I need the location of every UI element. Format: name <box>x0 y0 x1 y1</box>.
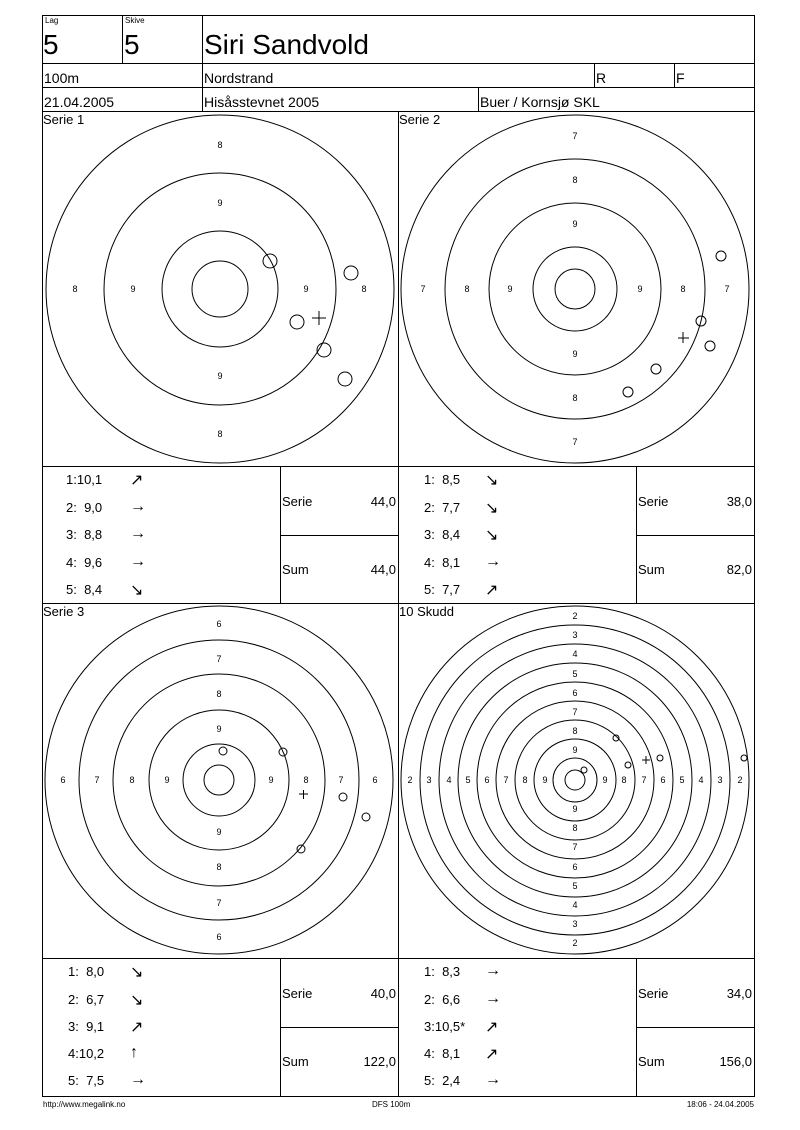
shot-direction-icon: ↘ <box>485 472 499 489</box>
ring-label: 8 <box>572 393 578 403</box>
ring-label: 7 <box>338 775 344 785</box>
target-ring <box>533 247 617 331</box>
shot-direction-icon: ↘ <box>130 992 144 1009</box>
ring-label: 8 <box>216 862 222 872</box>
shot-direction-icon: → <box>130 1071 146 1088</box>
shot-row: 4:10,2 <box>68 1046 105 1061</box>
shot-hole <box>338 372 352 386</box>
ring-label: 9 <box>303 284 309 294</box>
ring-label: 9 <box>542 775 548 785</box>
ring-label: 8 <box>303 775 309 785</box>
venue: Buer / Kornsjø SKL <box>480 94 600 110</box>
ring-label: 4 <box>698 775 704 785</box>
footer-link[interactable]: http://www.megalink.no <box>43 1100 126 1109</box>
shot-direction-icon: ↘ <box>130 964 144 981</box>
ring-label: 9 <box>572 745 578 755</box>
shot-row: 3: 8,8 <box>66 527 103 542</box>
shot-row: 1: 8,5 <box>424 472 461 487</box>
shot-direction-icon: ↗ <box>485 1019 499 1036</box>
shot-hole <box>362 813 370 821</box>
group-center-mark <box>299 790 308 799</box>
ring-label: 9 <box>572 349 578 359</box>
ring-label: 9 <box>217 198 223 208</box>
shot-direction-icon: ↗ <box>130 1019 144 1036</box>
ring-label: 7 <box>216 654 222 664</box>
sum-label: Sum <box>638 562 665 577</box>
ring-label: 9 <box>637 284 643 294</box>
ring-label: 9 <box>216 724 222 734</box>
target-serie-1 <box>43 112 398 466</box>
serie-label: Serie <box>282 986 313 1001</box>
shot-direction-icon: ↗ <box>485 1046 499 1063</box>
target-ring <box>183 744 255 816</box>
ring-label: 6 <box>572 688 578 698</box>
shot-hole <box>657 755 663 761</box>
ring-label: 4 <box>446 775 452 785</box>
shot-row: 1:10,1 <box>66 472 103 487</box>
ring-label: 8 <box>572 823 578 833</box>
target-serie-2 <box>399 112 754 466</box>
ring-label: 5 <box>572 669 578 679</box>
shot-row: 2: 6,6 <box>424 992 461 1007</box>
target-ring <box>515 720 635 840</box>
ring-label: 3 <box>572 630 578 640</box>
ring-label: 7 <box>94 775 100 785</box>
ring-label: 9 <box>217 371 223 381</box>
ring-label: 6 <box>60 775 66 785</box>
footer-center: DFS 100m <box>372 1100 411 1109</box>
shot-row: 4: 8,1 <box>424 1046 461 1061</box>
group-center-mark <box>678 332 689 343</box>
shot-row: 2: 7,7 <box>424 500 461 515</box>
target-10-skudd <box>399 604 754 958</box>
shot-direction-icon: ↗ <box>485 582 499 599</box>
ring-label: 7 <box>572 131 578 141</box>
ring-label: 3 <box>426 775 432 785</box>
ring-label: 4 <box>572 900 578 910</box>
ring-label: 8 <box>522 775 528 785</box>
serie-label: Serie <box>282 494 313 509</box>
ring-label: 3 <box>717 775 723 785</box>
ring-label: 8 <box>361 284 367 294</box>
target-ring <box>192 261 248 317</box>
serie-value: 40,0 <box>370 986 396 1001</box>
sum-label: Sum <box>282 562 309 577</box>
ring-label: 7 <box>572 842 578 852</box>
shot-direction-icon: → <box>485 990 501 1007</box>
shot-direction-icon: ↘ <box>485 500 499 517</box>
shot-hole <box>716 251 726 261</box>
shot-row: 4: 8,1 <box>424 555 461 570</box>
shot-hole <box>623 387 633 397</box>
ring-label: 7 <box>503 775 509 785</box>
target-ring <box>401 115 749 463</box>
ring-label: 9 <box>572 804 578 814</box>
distance: 100m <box>44 70 80 86</box>
shot-hole <box>705 341 715 351</box>
shot-row: 3: 8,4 <box>424 527 461 542</box>
shot-row: 5: 2,4 <box>424 1073 461 1088</box>
ring-label: 8 <box>572 726 578 736</box>
ring-label: 7 <box>641 775 647 785</box>
ring-label: 6 <box>372 775 378 785</box>
serie-label: Serie <box>638 986 669 1001</box>
ring-label: 6 <box>572 862 578 872</box>
target-ring <box>162 231 278 347</box>
series-3-title: Serie 3 <box>43 604 85 619</box>
shot-hole <box>339 793 347 801</box>
club: Nordstrand <box>204 70 274 86</box>
sum-value: 156,0 <box>719 1054 752 1069</box>
target-serie-3 <box>43 604 398 958</box>
shot-direction-icon: → <box>485 962 501 979</box>
ring-label: 9 <box>130 284 136 294</box>
ring-label: 5 <box>465 775 471 785</box>
serie-value: 38,0 <box>726 494 752 509</box>
event: Hisåsstevnet 2005 <box>204 94 320 110</box>
ring-label: 9 <box>164 775 170 785</box>
ring-label: 2 <box>572 611 578 621</box>
ring-label: 6 <box>484 775 490 785</box>
ring-label: 2 <box>407 775 413 785</box>
ring-label: 5 <box>572 881 578 891</box>
shot-hole <box>219 747 227 755</box>
ring-label: 7 <box>572 437 578 447</box>
shot-hole <box>344 266 358 280</box>
ring-label: 6 <box>216 932 222 942</box>
shot-row: 5: 8,4 <box>66 582 103 597</box>
shot-hole <box>297 845 305 853</box>
shot-row: 1: 8,3 <box>424 964 461 979</box>
ring-label: 9 <box>216 827 222 837</box>
ring-label: 8 <box>680 284 686 294</box>
sum-value: 44,0 <box>370 562 396 577</box>
shot-hole <box>581 767 587 773</box>
ring-label: 2 <box>737 775 743 785</box>
footer-timestamp: 18:06 - 24.04.2005 <box>686 1100 754 1109</box>
r-label: R <box>596 70 607 86</box>
shot-row: 1: 8,0 <box>68 964 105 979</box>
skive-value: 5 <box>124 29 140 60</box>
shot-row: 3:10,5* <box>424 1019 466 1034</box>
sum-label: Sum <box>282 1054 309 1069</box>
shot-direction-icon: → <box>130 498 146 515</box>
target-ring <box>555 269 595 309</box>
ring-label: 8 <box>621 775 627 785</box>
ring-label: 2 <box>572 938 578 948</box>
shot-direction-icon: ↘ <box>130 582 144 599</box>
lag-value: 5 <box>43 29 59 60</box>
series-4-title: 10 Skudd <box>399 604 454 619</box>
ring-label: 8 <box>572 175 578 185</box>
shooter-name: Siri Sandvold <box>204 29 369 60</box>
target-ring <box>79 640 359 920</box>
target-ring <box>113 674 325 886</box>
shot-hole <box>263 254 277 268</box>
ring-label: 7 <box>724 284 730 294</box>
lag-label: Lag <box>45 16 59 25</box>
ring-label: 9 <box>268 775 274 785</box>
ring-label: 4 <box>572 649 578 659</box>
shot-row: 4: 9,6 <box>66 555 103 570</box>
shot-hole <box>741 755 747 761</box>
shot-direction-icon: → <box>130 525 146 542</box>
ring-label: 5 <box>679 775 685 785</box>
series-1-title: Serie 1 <box>43 112 85 127</box>
shot-direction-icon: → <box>485 553 501 570</box>
target-ring <box>553 758 597 802</box>
serie-label: Serie <box>638 494 669 509</box>
skive-label: Skive <box>125 16 145 25</box>
ring-label: 9 <box>602 775 608 785</box>
sum-value: 122,0 <box>363 1054 396 1069</box>
ring-label: 7 <box>420 284 426 294</box>
sum-value: 82,0 <box>726 562 752 577</box>
shot-row: 5: 7,7 <box>424 582 461 597</box>
shot-direction-icon: → <box>130 553 146 570</box>
ring-label: 7 <box>216 898 222 908</box>
ring-label: 8 <box>217 140 223 150</box>
target-ring <box>565 770 585 790</box>
ring-label: 8 <box>464 284 470 294</box>
group-center-mark <box>312 311 326 325</box>
group-center-mark <box>642 756 650 764</box>
date: 21.04.2005 <box>44 94 115 110</box>
target-ring <box>496 701 654 859</box>
ring-label: 8 <box>129 775 135 785</box>
shot-direction-icon: ↘ <box>485 527 499 544</box>
ring-label: 7 <box>572 707 578 717</box>
shot-direction-icon: ↗ <box>130 472 144 489</box>
ring-label: 9 <box>507 284 513 294</box>
ring-label: 8 <box>216 689 222 699</box>
shot-row: 2: 6,7 <box>68 992 105 1007</box>
ring-label: 9 <box>572 219 578 229</box>
target-ring <box>439 644 711 916</box>
shot-hole <box>625 762 631 768</box>
f-label: F <box>676 70 685 86</box>
shot-hole <box>290 315 304 329</box>
shot-row: 5: 7,5 <box>68 1073 105 1088</box>
target-ring <box>46 115 394 463</box>
sum-label: Sum <box>638 1054 665 1069</box>
ring-label: 8 <box>72 284 78 294</box>
target-ring <box>445 159 705 419</box>
shot-row: 2: 9,0 <box>66 500 103 515</box>
shot-hole <box>651 364 661 374</box>
ring-label: 6 <box>216 619 222 629</box>
ring-label: 8 <box>217 429 223 439</box>
series-2-title: Serie 2 <box>399 112 441 127</box>
serie-value: 44,0 <box>370 494 396 509</box>
shot-direction-icon: ↑ <box>130 1044 138 1061</box>
shot-direction-icon: → <box>485 1071 501 1088</box>
ring-label: 3 <box>572 919 578 929</box>
ring-label: 6 <box>660 775 666 785</box>
target-ring <box>204 765 234 795</box>
shot-row: 3: 9,1 <box>68 1019 105 1034</box>
serie-value: 34,0 <box>726 986 752 1001</box>
